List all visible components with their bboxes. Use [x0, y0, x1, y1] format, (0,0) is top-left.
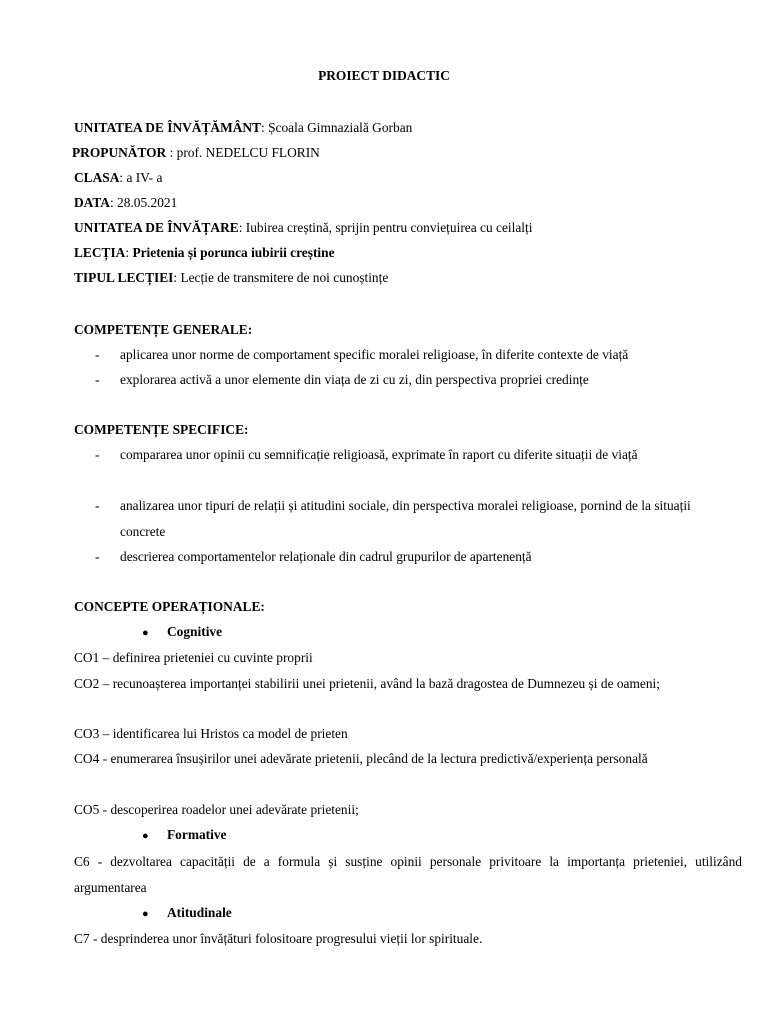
c7-text: C7 - desprinderea unor învățături folositoare progresului vieții lor spirituale. [74, 931, 483, 946]
unitate-invatamant-line [74, 118, 412, 138]
tipul-lectiei-line [74, 268, 388, 288]
separator: : [238, 220, 246, 235]
unitate-invatare-label: UNITATEA DE ÎNVĂȚARE [74, 220, 239, 235]
tipul-lectiei-label: TIPUL LECȚIEI [74, 270, 174, 285]
separator: : [119, 170, 127, 185]
separator: : [166, 145, 177, 160]
data-value: 28.05.2021 [117, 195, 178, 210]
bullet-icon: ● [142, 908, 149, 920]
atitudinale-label: Atitudinale [167, 905, 232, 920]
competente-generale-heading: COMPETENȚE GENERALE: [74, 322, 253, 337]
separator: : [261, 120, 269, 135]
separator: : [109, 195, 118, 210]
clasa-value: a IV- a [126, 170, 163, 185]
lectia-label: LECȚIA [74, 245, 126, 260]
list-item-text: analizarea unor tipuri de relații și atitudini sociale, din perspectiva moralei religioase, pornind de la situații concrete [120, 498, 691, 539]
list-item-text: explorarea activă a unor elemente din viața de zi cu zi, din perspectiva propriei credințe [120, 372, 589, 387]
co3-text: CO3 – identificarea lui Hristos ca model de prieten [74, 726, 348, 741]
co5-text: CO5 - descoperirea roadelor unei adevărate prietenii; [74, 802, 359, 817]
co1-text: CO1 – definirea prieteniei cu cuvinte proprii [74, 650, 313, 665]
clasa-line [74, 168, 162, 188]
c6-text: C6 - dezvoltarea capacității de a formula și susține opinii personale privitoare la importanța prieteniei, utilizând argumentarea [74, 854, 742, 895]
separator: : [173, 270, 181, 285]
tipul-lectiei-value: Lecție de transmitere de noi cunoștințe [180, 270, 389, 285]
separator: : [125, 245, 133, 260]
dash-marker: - [95, 498, 100, 513]
cognitive-bullet [142, 622, 222, 643]
co2-text: CO2 – recunoașterea importanței stabilirii unei prietenii, având la bază dragostea de Dumnezeu și de oameni; [74, 676, 660, 691]
lectia-line [74, 243, 335, 263]
list-item [95, 367, 715, 393]
list-item [95, 544, 715, 570]
clasa-label: CLASA [74, 170, 120, 185]
propunator-value: prof. NEDELCU FLORIN [176, 145, 320, 160]
formative-bullet [142, 825, 227, 846]
unitate-invatamant-label: UNITATEA DE ÎNVĂȚĂMÂNT [74, 120, 261, 135]
dash-marker: - [95, 347, 100, 362]
cognitive-label: Cognitive [167, 624, 223, 639]
data-line [74, 193, 177, 213]
dash-marker: - [95, 447, 100, 462]
formative-label: Formative [167, 827, 227, 842]
atitudinale-bullet [142, 903, 232, 924]
list-item-text: aplicarea unor norme de comportament specific moralei religioase, în diferite contexte de viață [120, 347, 629, 362]
list-item-text: descrierea comportamentelor relaționale din cadrul grupurilor de apartenență [120, 549, 532, 564]
bullet-icon: ● [142, 830, 149, 842]
co4-text: CO4 - enumerarea însușirilor unei adevărate prietenii, plecând de la lectura predictivă/experiența personală [74, 751, 648, 766]
unitate-invatamant-value: Școala Gimnazială Gorban [268, 120, 413, 135]
concepte-heading: CONCEPTE OPERAȚIONALE: [74, 599, 265, 614]
propunator-line [72, 143, 320, 163]
list-item [95, 493, 715, 544]
dash-marker: - [95, 372, 100, 387]
competente-specifice-heading: COMPETENȚE SPECIFICE: [74, 422, 249, 437]
list-item-text: compararea unor opinii cu semnificație religioasă, exprimate în raport cu diferite situații de viață [120, 447, 638, 462]
propunator-label: PROPUNĂTOR [72, 145, 167, 160]
document-title: PROIECT DIDACTIC [318, 68, 450, 83]
bullet-icon: ● [142, 627, 149, 639]
unitate-invatare-value: Iubirea creștină, sprijin pentru conviețuirea cu ceilalți [245, 220, 533, 235]
lectia-value: Prietenia și porunca iubirii creștine [132, 245, 335, 260]
dash-marker: - [95, 549, 100, 564]
list-item [95, 342, 715, 368]
data-label: DATA [74, 195, 110, 210]
unitate-invatare-line [74, 218, 532, 238]
list-item [95, 442, 715, 468]
